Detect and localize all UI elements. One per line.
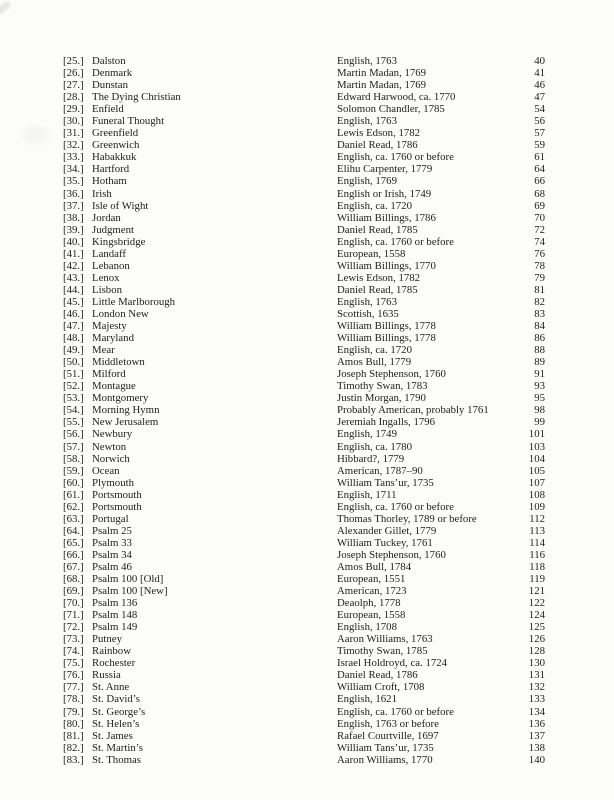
entry-number: [26.] [63, 67, 84, 80]
tune-name: Isle of Wight [92, 199, 149, 212]
tune-index-row [63, 175, 545, 187]
tune-page-number: 138 [528, 741, 545, 754]
tune-name: Morning Hymn [92, 404, 160, 417]
tune-index-row [63, 392, 545, 404]
tune-name: Judgment [92, 223, 134, 236]
tune-page-number: 136 [528, 717, 545, 730]
tune-page-number: 101 [528, 428, 545, 441]
tune-page-number: 140 [528, 753, 545, 766]
tune-index-row [63, 308, 545, 320]
tune-attribution: William Tuckey, 1761 [337, 536, 433, 549]
tune-index-row [63, 513, 545, 525]
tune-page-number: 57 [534, 127, 545, 140]
tune-index-row [63, 416, 545, 428]
tune-page-number: 46 [534, 79, 545, 92]
tune-attribution: English, 1763 [337, 295, 397, 308]
tune-attribution: English, ca. 1720 [337, 199, 412, 212]
tune-index-row [63, 272, 545, 284]
entry-number: [52.] [63, 380, 84, 393]
entry-number: [69.] [63, 585, 84, 598]
tune-index-row [63, 549, 545, 561]
tune-page-number: 79 [534, 271, 545, 284]
tune-name: Irish [92, 187, 112, 200]
tune-name: Putney [92, 633, 122, 646]
tune-attribution: Solomon Chandler, 1785 [337, 103, 445, 116]
tune-name: Rochester [92, 657, 136, 670]
tune-index-row [63, 609, 545, 621]
entry-number: [36.] [63, 187, 84, 200]
tune-name: Lisbon [92, 283, 122, 296]
tune-attribution: English, ca. 1760 or before [337, 235, 454, 248]
tune-attribution: Thomas Thorley, 1789 or before [337, 512, 477, 525]
tune-name: St. James [92, 729, 133, 742]
tune-attribution: English, ca. 1760 or before [337, 500, 454, 513]
tune-page-number: 99 [534, 416, 545, 429]
tune-name: Landaff [92, 247, 126, 260]
tune-attribution: William Billings, 1770 [337, 259, 436, 272]
tune-page-number: 81 [534, 283, 545, 296]
entry-number: [46.] [63, 307, 84, 320]
entry-number: [83.] [63, 753, 84, 766]
tune-index-row [63, 260, 545, 272]
tune-name: Newbury [92, 428, 133, 441]
entry-number: [73.] [63, 633, 84, 646]
tune-page-number: 83 [534, 307, 545, 320]
tune-page-number: 89 [534, 356, 545, 369]
tune-index-row [63, 693, 545, 705]
tune-page-number: 119 [529, 573, 545, 586]
tune-attribution: English, ca. 1760 or before [337, 151, 454, 164]
tune-index-row [63, 224, 545, 236]
tune-index-list [63, 55, 545, 766]
tune-index-row [63, 501, 545, 513]
tune-name: Plymouth [92, 476, 134, 489]
entry-number: [37.] [63, 199, 84, 212]
tune-page-number: 116 [529, 548, 545, 561]
entry-number: [63.] [63, 512, 84, 525]
entry-number: [77.] [63, 681, 84, 694]
tune-name: Psalm 46 [92, 560, 132, 573]
tune-attribution: English, ca. 1760 or before [337, 705, 454, 718]
tune-name: New Jerusalem [92, 416, 159, 429]
entry-number: [38.] [63, 211, 84, 224]
entry-number: [42.] [63, 259, 84, 272]
tune-name: Hartford [92, 163, 130, 176]
tune-attribution: Probably American, probably 1761 [337, 404, 489, 417]
tune-attribution: Martin Madan, 1769 [337, 67, 427, 80]
entry-number: [49.] [63, 344, 84, 357]
tune-attribution: English, 1621 [337, 693, 397, 706]
tune-index-row [63, 537, 545, 549]
tune-name: Russia [92, 669, 121, 682]
tune-index-row [63, 453, 545, 465]
entry-number: [75.] [63, 657, 84, 670]
tune-index-row [63, 477, 545, 489]
tune-page-number: 95 [534, 392, 545, 405]
entry-number: [71.] [63, 609, 84, 622]
tune-attribution: Daniel Read, 1786 [337, 669, 418, 682]
tune-index-row [63, 296, 545, 308]
tune-name: Mear [92, 344, 115, 357]
tune-attribution: English, 1708 [337, 621, 397, 634]
entry-number: [67.] [63, 560, 84, 573]
tune-page-number: 54 [534, 103, 545, 116]
tune-attribution: English, 1763 [337, 115, 397, 128]
tune-page-number: 113 [529, 524, 545, 537]
entry-number: [65.] [63, 536, 84, 549]
tune-name: Dalston [92, 55, 126, 67]
tune-attribution: William Billings, 1786 [337, 211, 436, 224]
tune-name: St. Helen’s [92, 717, 140, 730]
tune-attribution: English, 1763 [337, 55, 397, 67]
tune-page-number: 84 [534, 320, 545, 333]
tune-page-number: 82 [534, 295, 545, 308]
tune-page-number: 68 [534, 187, 545, 200]
entry-number: [50.] [63, 356, 84, 369]
tune-page-number: 72 [534, 223, 545, 236]
tune-attribution: Martin Madan, 1769 [337, 79, 427, 92]
entry-number: [28.] [63, 91, 84, 104]
tune-page-number: 98 [534, 404, 545, 417]
tune-index-row [63, 669, 545, 681]
tune-name: Denmark [92, 67, 133, 80]
entry-number: [30.] [63, 115, 84, 128]
tune-index-row [63, 645, 545, 657]
tune-name: Greenwich [92, 139, 140, 152]
tune-page-number: 78 [534, 259, 545, 272]
tune-page-number: 61 [534, 151, 545, 164]
entry-number: [70.] [63, 597, 84, 610]
entry-number: [32.] [63, 139, 84, 152]
tune-page-number: 88 [534, 344, 545, 357]
tune-index-row [63, 573, 545, 585]
tune-page-number: 121 [528, 585, 545, 598]
tune-page-number: 40 [534, 55, 545, 67]
tune-page-number: 112 [529, 512, 545, 525]
entry-number: [35.] [63, 175, 84, 188]
tune-attribution: William Tans’ur, 1735 [337, 741, 434, 754]
tune-name: St. Martin’s [92, 741, 143, 754]
tune-name: Middletown [92, 356, 145, 369]
entry-number: [56.] [63, 428, 84, 441]
tune-page-number: 74 [534, 235, 545, 248]
tune-page-number: 137 [528, 729, 545, 742]
tune-name: St. Thomas [92, 753, 141, 766]
tune-attribution: William Billings, 1778 [337, 332, 436, 345]
tune-name: Ocean [92, 464, 120, 477]
tune-index-row [63, 657, 545, 669]
tune-page-number: 93 [534, 380, 545, 393]
entry-number: [43.] [63, 271, 84, 284]
entry-number: [48.] [63, 332, 84, 345]
entry-number: [58.] [63, 452, 84, 465]
entry-number: [31.] [63, 127, 84, 140]
tune-page-number: 132 [528, 681, 545, 694]
entry-number: [44.] [63, 283, 84, 296]
tune-index-row [63, 585, 545, 597]
tune-page-number: 103 [528, 440, 545, 453]
tune-index-row [63, 597, 545, 609]
tune-index-row [63, 200, 545, 212]
entry-number: [54.] [63, 404, 84, 417]
entry-number: [34.] [63, 163, 84, 176]
tune-attribution: English, ca. 1780 [337, 440, 412, 453]
tune-name: Hotham [92, 175, 127, 188]
tune-page-number: 76 [534, 247, 545, 260]
tune-attribution: Scottish, 1635 [337, 307, 399, 320]
tune-page-number: 66 [534, 175, 545, 188]
tune-page-number: 130 [528, 657, 545, 670]
entry-number: [81.] [63, 729, 84, 742]
entry-number: [82.] [63, 741, 84, 754]
tune-page-number: 47 [534, 91, 545, 104]
tune-index-row [63, 633, 545, 645]
entry-number: [33.] [63, 151, 84, 164]
tune-name: Majesty [92, 320, 127, 333]
entry-number: [66.] [63, 548, 84, 561]
tune-name: Psalm 148 [92, 609, 138, 622]
tune-index-row [63, 212, 545, 224]
tune-page-number: 109 [528, 500, 545, 513]
entry-number: [57.] [63, 440, 84, 453]
tune-attribution: English or Irish, 1749 [337, 187, 432, 200]
tune-index-row [63, 621, 545, 633]
tune-page-number: 86 [534, 332, 545, 345]
entry-number: [51.] [63, 368, 84, 381]
tune-index-row [63, 139, 545, 151]
tune-name: Psalm 100 [Old] [92, 573, 164, 586]
entry-number: [61.] [63, 488, 84, 501]
tune-page-number: 64 [534, 163, 545, 176]
tune-name: The Dying Christian [92, 91, 181, 104]
entry-number: [39.] [63, 223, 84, 236]
tune-index-row [63, 561, 545, 573]
tune-attribution: William Billings, 1778 [337, 320, 436, 333]
tune-attribution: American, 1723 [337, 585, 407, 598]
tune-attribution: Timothy Swan, 1785 [337, 645, 428, 658]
tune-page-number: 126 [528, 633, 545, 646]
tune-name: Psalm 136 [92, 597, 138, 610]
entry-number: [47.] [63, 320, 84, 333]
tune-page-number: 107 [528, 476, 545, 489]
entry-number: [78.] [63, 693, 84, 706]
tune-index-row [63, 525, 545, 537]
entry-number: [80.] [63, 717, 84, 730]
tune-index-row [63, 681, 545, 693]
entry-number: [55.] [63, 416, 84, 429]
tune-index-row [63, 754, 545, 766]
tune-index-row [63, 356, 545, 368]
entry-number: [68.] [63, 573, 84, 586]
tune-index-row [63, 489, 545, 501]
tune-name: Milford [92, 368, 126, 381]
tune-index-row [63, 91, 545, 103]
tune-name: Norwich [92, 452, 130, 465]
tune-name: London New [92, 307, 149, 320]
tune-name: Maryland [92, 332, 134, 345]
tune-index-row [63, 428, 545, 440]
entry-number: [27.] [63, 79, 84, 92]
tune-attribution: Joseph Stephenson, 1760 [337, 368, 446, 381]
tune-name: Jordan [92, 211, 121, 224]
tune-page-number: 128 [528, 645, 545, 658]
tune-attribution: Justin Morgan, 1790 [337, 392, 426, 405]
tune-index-row [63, 103, 545, 115]
tune-page-number: 105 [528, 464, 545, 477]
entry-number: [74.] [63, 645, 84, 658]
entry-number: [53.] [63, 392, 84, 405]
tune-page-number: 56 [534, 115, 545, 128]
tune-page-number: 133 [528, 693, 545, 706]
tune-page-number: 70 [534, 211, 545, 224]
tune-index-row [63, 79, 545, 91]
tune-name: Rainbow [92, 645, 131, 658]
tune-index-row [63, 368, 545, 380]
entry-number: [40.] [63, 235, 84, 248]
tune-page-number: 134 [528, 705, 545, 718]
tune-page-number: 108 [528, 488, 545, 501]
tune-attribution: English, 1749 [337, 428, 397, 441]
entry-number: [41.] [63, 247, 84, 260]
tune-index-row [63, 284, 545, 296]
tune-name: Newton [92, 440, 127, 453]
tune-page-number: 125 [528, 621, 545, 634]
tune-attribution: Jeremiah Ingalls, 1796 [337, 416, 436, 429]
tune-name: Little Marlborough [92, 295, 176, 308]
tune-name: Portugal [92, 512, 129, 525]
tune-name: St. George’s [92, 705, 146, 718]
tune-index-row [63, 344, 545, 356]
tune-attribution: English, 1769 [337, 175, 397, 188]
tune-page-number: 41 [534, 67, 545, 80]
tune-index-row [63, 380, 545, 392]
entry-number: [29.] [63, 103, 84, 116]
entry-number: [72.] [63, 621, 84, 634]
entry-number: [59.] [63, 464, 84, 477]
tune-attribution: American, 1787–90 [337, 464, 423, 477]
tune-index-row [63, 127, 545, 139]
tune-page-number: 118 [529, 560, 545, 573]
tune-page-number: 124 [528, 609, 545, 622]
tune-attribution: William Croft, 1708 [337, 681, 425, 694]
entry-number: [60.] [63, 476, 84, 489]
tune-page-number: 69 [534, 199, 545, 212]
tune-index-row [63, 163, 545, 175]
tune-name: Lenox [92, 271, 120, 284]
tune-attribution: Amos Bull, 1779 [337, 356, 412, 369]
tune-name: St. David’s [92, 693, 140, 706]
scan-artifact-smudge [22, 126, 48, 144]
tune-name: Psalm 33 [92, 536, 132, 549]
tune-name: Psalm 149 [92, 621, 138, 634]
tune-attribution: Alexander Gillet, 1779 [337, 524, 437, 537]
tune-attribution: English, ca. 1720 [337, 344, 412, 357]
tune-index-row [63, 441, 545, 453]
tune-page-number: 131 [528, 669, 545, 682]
tune-name: Montgomery [92, 392, 149, 405]
tune-name: Habakkuk [92, 151, 137, 164]
tune-attribution: Lewis Edson, 1782 [337, 271, 421, 284]
tune-attribution: Aaron Williams, 1770 [337, 753, 433, 766]
tune-attribution: European, 1558 [337, 247, 406, 260]
scan-artifact-corner [0, 0, 12, 15]
tune-name: Montague [92, 380, 136, 393]
tune-index-row [63, 115, 545, 127]
tune-page-number: 114 [529, 536, 545, 549]
tune-index-row [63, 55, 545, 67]
tune-index-row [63, 248, 545, 260]
tune-name: Funeral Thought [92, 115, 165, 128]
tune-name: Enfield [92, 103, 124, 116]
tune-attribution: English, 1763 or before [337, 717, 439, 730]
entry-number: [25.] [63, 55, 84, 67]
tune-index-row [63, 188, 545, 200]
tune-index-row [63, 465, 545, 477]
tune-index-row [63, 742, 545, 754]
tune-name: Lebanon [92, 259, 130, 272]
tune-attribution: Elihu Carpenter, 1779 [337, 163, 433, 176]
tune-attribution: Edward Harwood, ca. 1770 [337, 91, 456, 104]
tune-attribution: Amos Bull, 1784 [337, 560, 412, 573]
entry-number: [64.] [63, 524, 84, 537]
tune-attribution: Hibbard?, 1779 [337, 452, 405, 465]
tune-attribution: Rafael Courtville, 1697 [337, 729, 439, 742]
entry-number: [62.] [63, 500, 84, 513]
tune-index-row [63, 151, 545, 163]
tune-page-number: 122 [528, 597, 545, 610]
tune-attribution: European, 1558 [337, 609, 406, 622]
tune-attribution: Deaolph, 1778 [337, 597, 401, 610]
tune-index-row [63, 320, 545, 332]
tune-name: Portsmouth [92, 488, 142, 501]
tune-attribution: Joseph Stephenson, 1760 [337, 548, 446, 561]
tune-index-row [63, 236, 545, 248]
tune-name: Greenfield [92, 127, 139, 140]
tune-name: St. Anne [92, 681, 130, 694]
tune-attribution: Timothy Swan, 1783 [337, 380, 428, 393]
tune-name: Portsmouth [92, 500, 142, 513]
tune-attribution: Daniel Read, 1785 [337, 223, 418, 236]
tune-index-row [63, 730, 545, 742]
tune-attribution: European, 1551 [337, 573, 406, 586]
tune-attribution: William Tans’ur, 1735 [337, 476, 434, 489]
tune-attribution: Daniel Read, 1786 [337, 139, 418, 152]
tune-page-number: 91 [534, 368, 545, 381]
tune-index-row [63, 404, 545, 416]
tune-attribution: Lewis Edson, 1782 [337, 127, 421, 140]
tune-page-number: 59 [534, 139, 545, 152]
tune-attribution: Daniel Read, 1785 [337, 283, 418, 296]
tune-attribution: Aaron Williams, 1763 [337, 633, 433, 646]
tune-index-row [63, 67, 545, 79]
tune-name: Kingsbridge [92, 235, 146, 248]
tune-index-row [63, 706, 545, 718]
tune-index-row [63, 332, 545, 344]
entry-number: [45.] [63, 295, 84, 308]
entry-number: [76.] [63, 669, 84, 682]
tune-attribution: Israel Holdroyd, ca. 1724 [337, 657, 448, 670]
tune-name: Psalm 25 [92, 524, 132, 537]
tune-page-number: 104 [528, 452, 545, 465]
tune-name: Psalm 100 [New] [92, 585, 168, 598]
tune-index-row [63, 718, 545, 730]
tune-name: Dunstan [92, 79, 128, 92]
tune-name: Psalm 34 [92, 548, 132, 561]
entry-number: [79.] [63, 705, 84, 718]
tune-attribution: English, 1711 [337, 488, 397, 501]
